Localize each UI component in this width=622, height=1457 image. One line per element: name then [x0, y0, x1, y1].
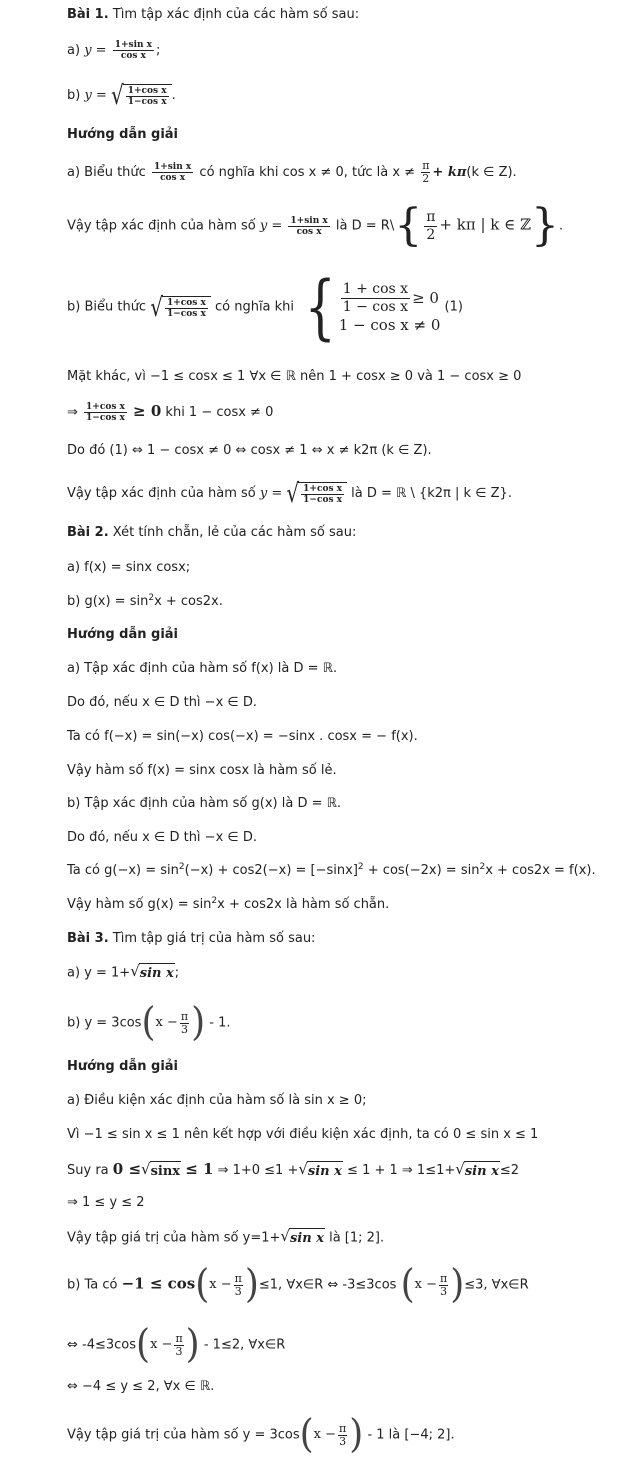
solution-1-line-7: Vậy tập xác định của hàm số y = √ $\frac{\text{1+cos x}}{\text{1−cos x}}$ là D = ℝ \ {k2π | k ∈ Z}.: [67, 477, 512, 509]
solution-1-line-6: Do đó (1) ⇔ 1 − cosx ≠ 0 ⇔ cosx ≠ 1 ⇔ x ≠ k2π (k ∈ Z).: [67, 443, 432, 458]
solution-3-line-7: ⇔ -4≤3cos ( x − $\frac{\pi}{3}$ ) - 1≤2, ∀x∈R: [67, 1321, 286, 1367]
solution-3-line-2: Vì −1 ≤ sin x ≤ 1 nên kết hợp với điều kiện xác định, ta có 0 ≤ sin x ≤ 1: [67, 1127, 539, 1142]
exercise-2-title: Bài 2.: [67, 525, 109, 540]
exercise-2-part-a: a) f(x) = sinx cosx;: [67, 560, 191, 575]
solution-heading-1: Hướng dẫn giải: [67, 127, 179, 142]
solution-2-line-3: Ta có f(−x) = sin(−x) cos(−x) = −sinx . cosx = − f(x).: [67, 729, 418, 744]
solution-3-line-5: Vậy tập giá trị của hàm số y=1+ √ sin x là [1; 2].: [67, 1227, 385, 1246]
exercise-1-part-a: a) y = $\frac{\text{1+sin x}}{\text{cos x}}$ ;: [67, 40, 161, 61]
exercise-1-part-b: b) y = √ $\frac{\text{1+cos x}}{\text{1−cos x}}$ .: [67, 79, 176, 111]
exercise-1-title: Bài 1.: [67, 7, 109, 22]
exercise-3-part-b: b) y = 3cos ( x − $\frac{\pi}{3}$ ) - 1.: [67, 999, 231, 1045]
solution-2-line-6: Do đó, nếu x ∈ D thì −x ∈ D.: [67, 830, 257, 845]
solution-2-line-1: a) Tập xác định của hàm số f(x) là D = ℝ.: [67, 661, 338, 676]
solution-2-line-2: Do đó, nếu x ∈ D thì −x ∈ D.: [67, 695, 257, 710]
solution-1-line-2: Vậy tập xác định của hàm số y = $\frac{\text{1+sin x}}{\text{cos x}}$ là D = R\{ $\frac{\pi}{2}$ + kπ | k ∈ ℤ}.: [67, 200, 564, 251]
solution-1-line-5: ⇒ $\frac{\text{1+cos x}}{\text{1−cos x}}$ ≥ 0 khi 1 − cosx ≠ 0: [67, 402, 274, 423]
solution-1-line-4: Mặt khác, vì −1 ≤ cosx ≤ 1 ∀x ∈ ℝ nên 1 + cosx ≥ 0 và 1 − cosx ≥ 0: [67, 369, 522, 384]
exercise-1-heading: [67, 6, 359, 24]
solution-heading-2: Hướng dẫn giải: [67, 627, 179, 642]
solution-3-line-8: ⇔ −4 ≤ y ≤ 2, ∀x ∈ ℝ.: [67, 1379, 215, 1394]
exercise-2-heading: Bài 2. Xét tính chẵn, lẻ của các hàm số sau:: [67, 525, 357, 540]
solution-3-line-9: Vậy tập giá trị của hàm số y = 3cos ( x − $\frac{\pi}{3}$ ) - 1 là [−4; 2].: [67, 1411, 455, 1457]
solution-2-line-5: b) Tập xác định của hàm số g(x) là D = ℝ.: [67, 796, 342, 811]
solution-3-line-4: ⇒ 1 ≤ y ≤ 2: [67, 1195, 145, 1210]
exercise-3-heading: Bài 3. Tìm tập giá trị của hàm số sau:: [67, 931, 316, 946]
solution-3-line-1: a) Điều kiện xác định của hàm số là sin x ≥ 0;: [67, 1093, 367, 1108]
exercise-3-part-a: a) y = 1+ √ sin x ;: [67, 962, 180, 981]
fraction: $\frac{\text{1+sin x}}{\text{cos x}}$: [114, 40, 153, 61]
solution-3-line-3: Suy ra 0 ≤ √ sinx ≤ 1 ⇒ 1+0 ≤1 + √ sin x ≤ 1 + 1 ⇒ 1≤1+ √ sin x ≤2: [67, 1159, 519, 1179]
solution-1-line-1: a) Biểu thức $\frac{\text{1+sin x}}{\text{cos x}}$ có nghĩa khi cos x ≠ 0, tức là x ≠ $\frac{\pi}{2}$ + kπ(k ∈ Z).: [67, 159, 517, 185]
exercise-2-part-b: b) $g(x) = \sin^2x + \cos 2x$.: [67, 593, 223, 609]
solution-heading-3: Hướng dẫn giải: [67, 1059, 179, 1074]
exercise-3-title: Bài 3.: [67, 931, 109, 946]
exercise-1-prompt: Tìm tập xác định của các hàm số sau:: [108, 7, 360, 22]
solution-1-line-3: b) Biểu thức √ $\frac{\text{1+cos x}}{\text{1−cos x}}$ có nghĩa khi { $\frac{\text{1 + cos x}}{\text{1 − cos x}}$ ≥ 0 1 − cos x ≠ 0 (1): [67, 266, 463, 348]
solution-2-line-8: Vậy hàm số $g(x) = \sin^2x + \cos 2x$ là hàm số chẵn.: [67, 896, 390, 912]
solution-3-line-6: b) Ta có −1 ≤ cos ( x − $\frac{\pi}{3}$ ) ≤1, ∀x∈R ⇔ -3≤3cos ( x − $\frac{\pi}{3}$ ) ≤3, ∀x∈R: [67, 1261, 529, 1307]
solution-2-line-4: Vậy hàm số f(x) = sinx cosx là hàm số lẻ.: [67, 763, 337, 778]
solution-2-line-7: Ta có $g(-x) = \sin^2(-x) + \cos 2(-x) = [-\sin x]^2 + \cos(-2x) = \sin^2x + \cos 2x = f(x)$.: [67, 862, 596, 878]
equation-system: { $\frac{\text{1 + cos x}}{\text{1 − cos x}}$ ≥ 0 1 − cos x ≠ 0: [304, 266, 441, 348]
square-root: √ $\frac{\text{1+cos x}}{\text{1−cos x}}$: [111, 84, 172, 107]
